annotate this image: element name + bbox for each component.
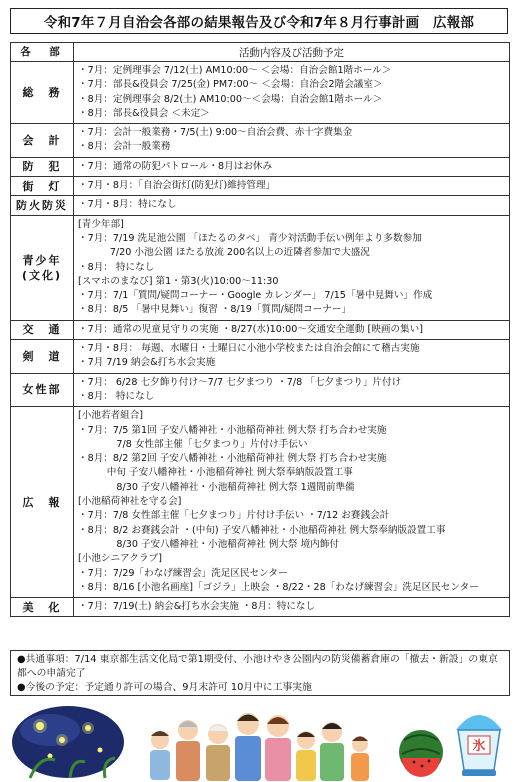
- row-line: ・7月：7/19 洗足池公園 「ほたるのタベ」 青少対活動手伝い例年より多数参加: [78, 232, 422, 244]
- row-category: 広 報: [11, 407, 74, 598]
- row-line: [小池シニアクラブ]: [78, 553, 162, 565]
- table-row: [11, 320, 510, 339]
- shaved-ice-illustration: [448, 700, 510, 782]
- row-line: [スマホのまなび] 第1・第3(火)10:00～11:30: [78, 275, 279, 287]
- row-category: 防火防災: [11, 196, 74, 215]
- row-line: ・7月：部長&役員会 7/25(金) PM7:00～ ＜会場：自治会2階会議室＞: [78, 79, 383, 91]
- row-line: ・7月：定例理事会 7/12(土) AM10:00～ ＜会場：自治会館1階ホール＞: [78, 65, 392, 76]
- row-line: ・7月：通常の児童見守りの実施 ・8/27(水)10:00～交通安全運動 [映画の集い]: [78, 323, 423, 335]
- row-content: [74, 340, 510, 374]
- row-line: [青少年部]: [78, 218, 124, 230]
- note-upcoming: ●今後の予定：予定通り許可の場合、9月末許可 10月中に工事実施: [17, 682, 312, 693]
- row-content: [74, 407, 510, 598]
- row-line: ・8月： 特になし: [78, 261, 155, 273]
- row-line: ・7月 7/19 納会&打ち水会実施: [78, 357, 216, 369]
- table-row: [11, 598, 510, 617]
- row-line: ・7月：7/1「質問/疑問コーナー・Google カレンダー」 7/15「暑中見舞い」作成: [78, 290, 433, 302]
- row-category: 街 灯: [11, 177, 74, 196]
- table-row: [11, 157, 510, 176]
- notes-box: [10, 650, 510, 696]
- header-dept: 各 部: [11, 43, 74, 62]
- row-line: ・7月：会計一般業務・7/5(土) 9:00～自治会費、赤十字費集金: [78, 127, 353, 139]
- row-content: [74, 124, 510, 158]
- row-content: [74, 177, 510, 196]
- row-content: [74, 598, 510, 617]
- table-row: [11, 340, 510, 374]
- row-content: [74, 215, 510, 320]
- row-line: 7/20 小池公園 ほたる放流 200名以上の近隣者参加で大盛況: [78, 247, 370, 259]
- row-line: 中旬 子安八幡神社・小池稲荷神社 例大祭奉納版設置工事: [78, 467, 353, 479]
- row-content: [74, 196, 510, 215]
- row-line: 8/30 子安八幡神社・小池稲荷神社 例大祭 1週間前準備: [78, 481, 355, 493]
- row-line: ・7月：7/19(土) 納会&打ち水会実施 ・8月：特になし: [78, 601, 316, 613]
- row-line: ・8月：8/2 第2回 子安八幡神社・小池稲荷神社 例大祭 打ち合わせ実施: [78, 453, 387, 465]
- row-line: [小池稲荷神社を守る会]: [78, 496, 182, 508]
- row-line: ・8月：8/16 [小池名画座]「ゴジラ」上映会 ・8/22・28「わなげ練習会」洗足区民センター: [78, 581, 479, 593]
- row-line: ・8月：部長&役員会 ＜未定＞: [78, 107, 210, 119]
- row-line: [小池若者組合]: [78, 410, 144, 422]
- report-table: [10, 42, 510, 617]
- table-row: [11, 177, 510, 196]
- table-body: [11, 62, 510, 617]
- table-row: [11, 196, 510, 215]
- row-content: [74, 157, 510, 176]
- table-row: [11, 215, 510, 320]
- watermelon-illustration: [396, 700, 446, 782]
- row-line: ・7月：7/29「わなげ練習会」洗足区民センター: [78, 567, 288, 579]
- row-line: ・8月：会計一般業務: [78, 141, 171, 153]
- row-category: 総 務: [11, 62, 74, 124]
- row-line: ・7月：7/5 第1回 子安八幡神社・小池稲荷神社 例大祭 打ち合わせ実施: [78, 424, 387, 436]
- row-content: [74, 62, 510, 124]
- table-header: [11, 43, 510, 62]
- row-category: 女性部: [11, 373, 74, 407]
- table-row: [11, 124, 510, 158]
- row-line: ・7月・8月： 毎週、水曜日・土曜日に小池小学校または自治会館にて稽古実施: [78, 343, 420, 355]
- fireflies-illustration: [10, 700, 130, 782]
- row-category: 剣 道: [11, 340, 74, 374]
- row-category: 会 計: [11, 124, 74, 158]
- row-line: ・8月：8/2 お賽銭会計 ・(中旬) 子安八幡神社・小池稲荷神社 例大祭奉納版設置工事: [78, 524, 446, 536]
- page-title-text: 令和7年７月自治会各部の結果報告及び令和7年８月行事計画 広報部: [43, 15, 475, 31]
- family-group-illustration: [140, 700, 380, 782]
- table-row: [11, 62, 510, 124]
- row-line: ・7月：通常の防犯パトロール・8月はお休み: [78, 160, 273, 172]
- page-title: [10, 8, 508, 34]
- row-content: [74, 373, 510, 407]
- row-category: 交 通: [11, 320, 74, 339]
- row-line: ・7月：7/8 女性部主催「七夕まつり」片付け手伝い ・7/12 お賽銭会計: [78, 510, 390, 522]
- note-common: ●共通事項：7/14 東京都生活文化局で第1期受付、小池けやき公園内の防災備蓄倉庫の「撤去・新設」の東京都への申請完了: [17, 654, 498, 679]
- table-row: [11, 373, 510, 407]
- row-category: 青少年 (文化): [11, 215, 74, 320]
- row-line: ・8月： 特になし: [78, 390, 155, 402]
- row-line: ・8月：定例理事会 8/2(土) AM10:00～＜会場：自治会館1階ホール＞: [78, 93, 383, 105]
- row-line: ・7月・8月：「自治会街灯(防犯灯)維持管理」: [78, 180, 276, 192]
- row-line: 8/30 子安八幡神社・小池稲荷神社 例大祭 境内飾付: [78, 538, 339, 550]
- row-category: 防 犯: [11, 157, 74, 176]
- table-row: [11, 407, 510, 598]
- row-content: [74, 320, 510, 339]
- row-category: 美 化: [11, 598, 74, 617]
- row-line: ・7月・8月：特になし: [78, 199, 177, 211]
- row-line: ・8月：8/5 「暑中見舞い」復習 ・8/19「質問/疑問コーナー」: [78, 304, 352, 316]
- header-activity: 活動内容及び活動予定: [74, 43, 510, 62]
- shaved-ice-sign: 氷: [472, 739, 486, 754]
- row-line: ・7月： 6/28 七夕飾り付け～7/7 七夕まつり ・7/8 「七夕まつり」片付け: [78, 376, 402, 388]
- row-line: 7/8 女性部主催「七夕まつり」片付け手伝い: [78, 438, 308, 450]
